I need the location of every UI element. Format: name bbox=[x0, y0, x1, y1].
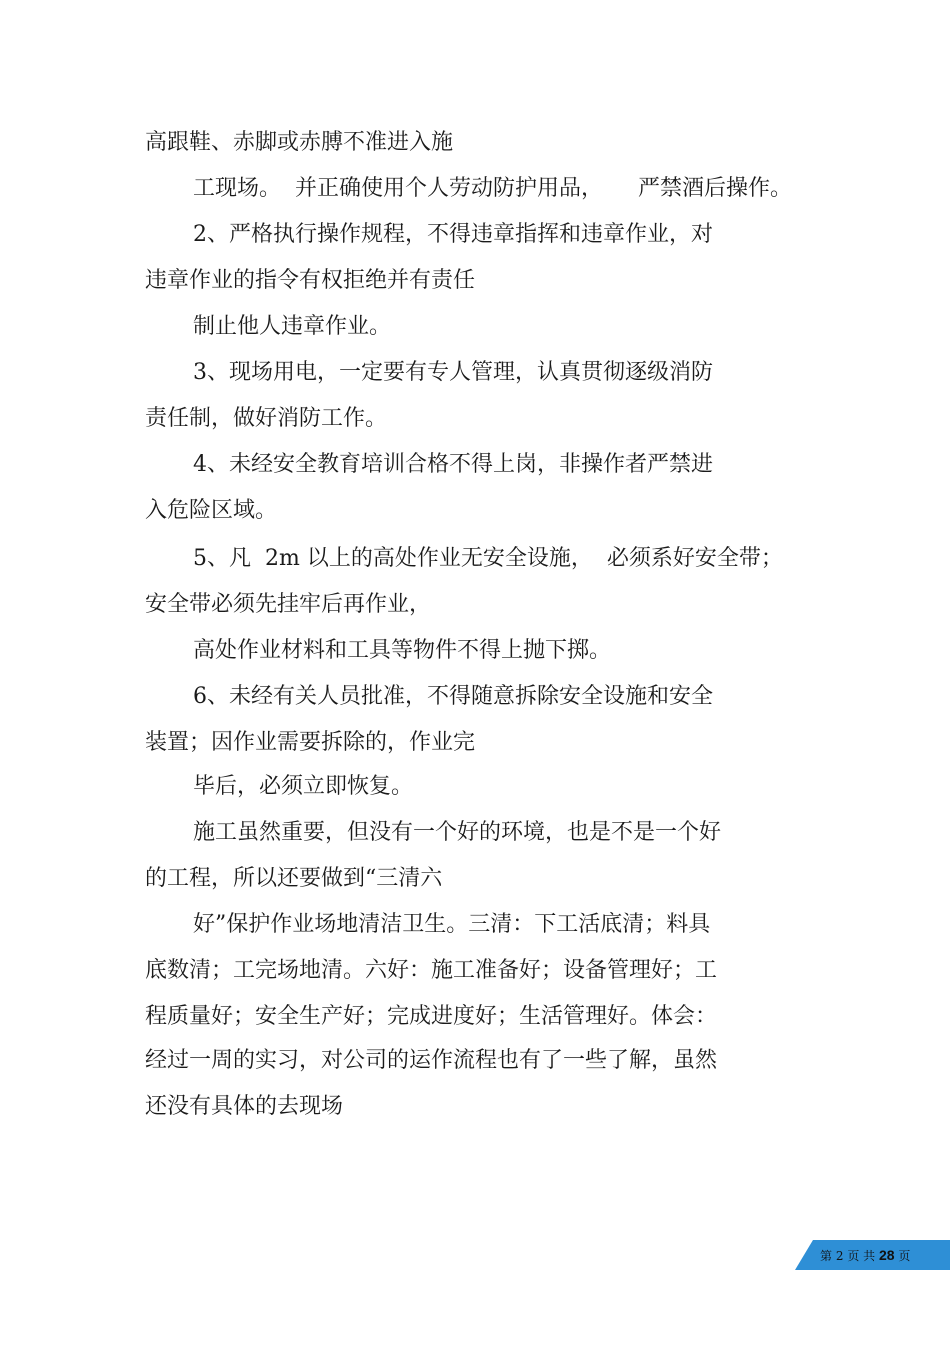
text-line-9: 入危险区域。 bbox=[145, 498, 278, 523]
page-prefix: 第 bbox=[820, 1249, 833, 1263]
text-line-5: 制止他人违章作业。 bbox=[193, 314, 392, 339]
text-line-17: 的工程，所以还要做到“三清六 bbox=[145, 866, 443, 891]
text-line-8: 4、未经安全教育培训合格不得上岗，非操作者严禁进 bbox=[193, 452, 713, 477]
page-middle: 页 共 bbox=[847, 1249, 876, 1263]
text-line-19: 底数清；工完场地清。六好：施工准备好；设备管理好；工 bbox=[145, 958, 718, 983]
current-page: 2 bbox=[835, 1249, 844, 1263]
text-line-11: 安全带必须先挂牢后再作业， bbox=[145, 592, 432, 617]
page-suffix: 页 bbox=[898, 1249, 911, 1263]
text-line-22: 还没有具体的去现场 bbox=[145, 1094, 344, 1119]
text-line-12: 高处作业材料和工具等物件不得上抛下掷。 bbox=[193, 638, 612, 663]
text-line-18: 好”保护作业场地清洁卫生。三清：下工活底清；料具 bbox=[193, 912, 711, 937]
text-line-1: 高跟鞋、赤脚或赤膊不准进入施 bbox=[145, 130, 454, 155]
page-number-label bbox=[820, 1240, 910, 1270]
text-line-2: 工现场。 并正确使用个人劳动防护用品， 严禁酒后操作。 bbox=[193, 176, 792, 201]
text-line-10: 5、凡 2m 以上的高处作业无安全设施， 必须系好安全带； bbox=[193, 546, 783, 571]
total-pages: 28 bbox=[878, 1247, 895, 1263]
text-line-21: 经过一周的实习，对公司的运作流程也有了一些了解，虽然 bbox=[145, 1048, 718, 1073]
text-line-4: 违章作业的指令有权拒绝并有责任 bbox=[145, 268, 476, 293]
text-line-7: 责任制，做好消防工作。 bbox=[145, 406, 388, 431]
text-line-14: 装置；因作业需要拆除的，作业完 bbox=[145, 730, 476, 755]
text-line-3: 2、严格执行操作规程，不得违章指挥和违章作业，对 bbox=[193, 222, 713, 247]
text-line-15: 毕后，必须立即恢复。 bbox=[193, 774, 414, 799]
text-line-16: 施工虽然重要，但没有一个好的环境，也是不是一个好 bbox=[193, 820, 722, 845]
text-line-6: 3、现场用电，一定要有专人管理，认真贯彻逐级消防 bbox=[193, 360, 713, 385]
text-line-13: 6、未经有关人员批准，不得随意拆除安全设施和安全 bbox=[193, 684, 713, 709]
text-line-20: 程质量好；安全生产好；完成进度好；生活管理好。体会： bbox=[145, 1004, 718, 1029]
